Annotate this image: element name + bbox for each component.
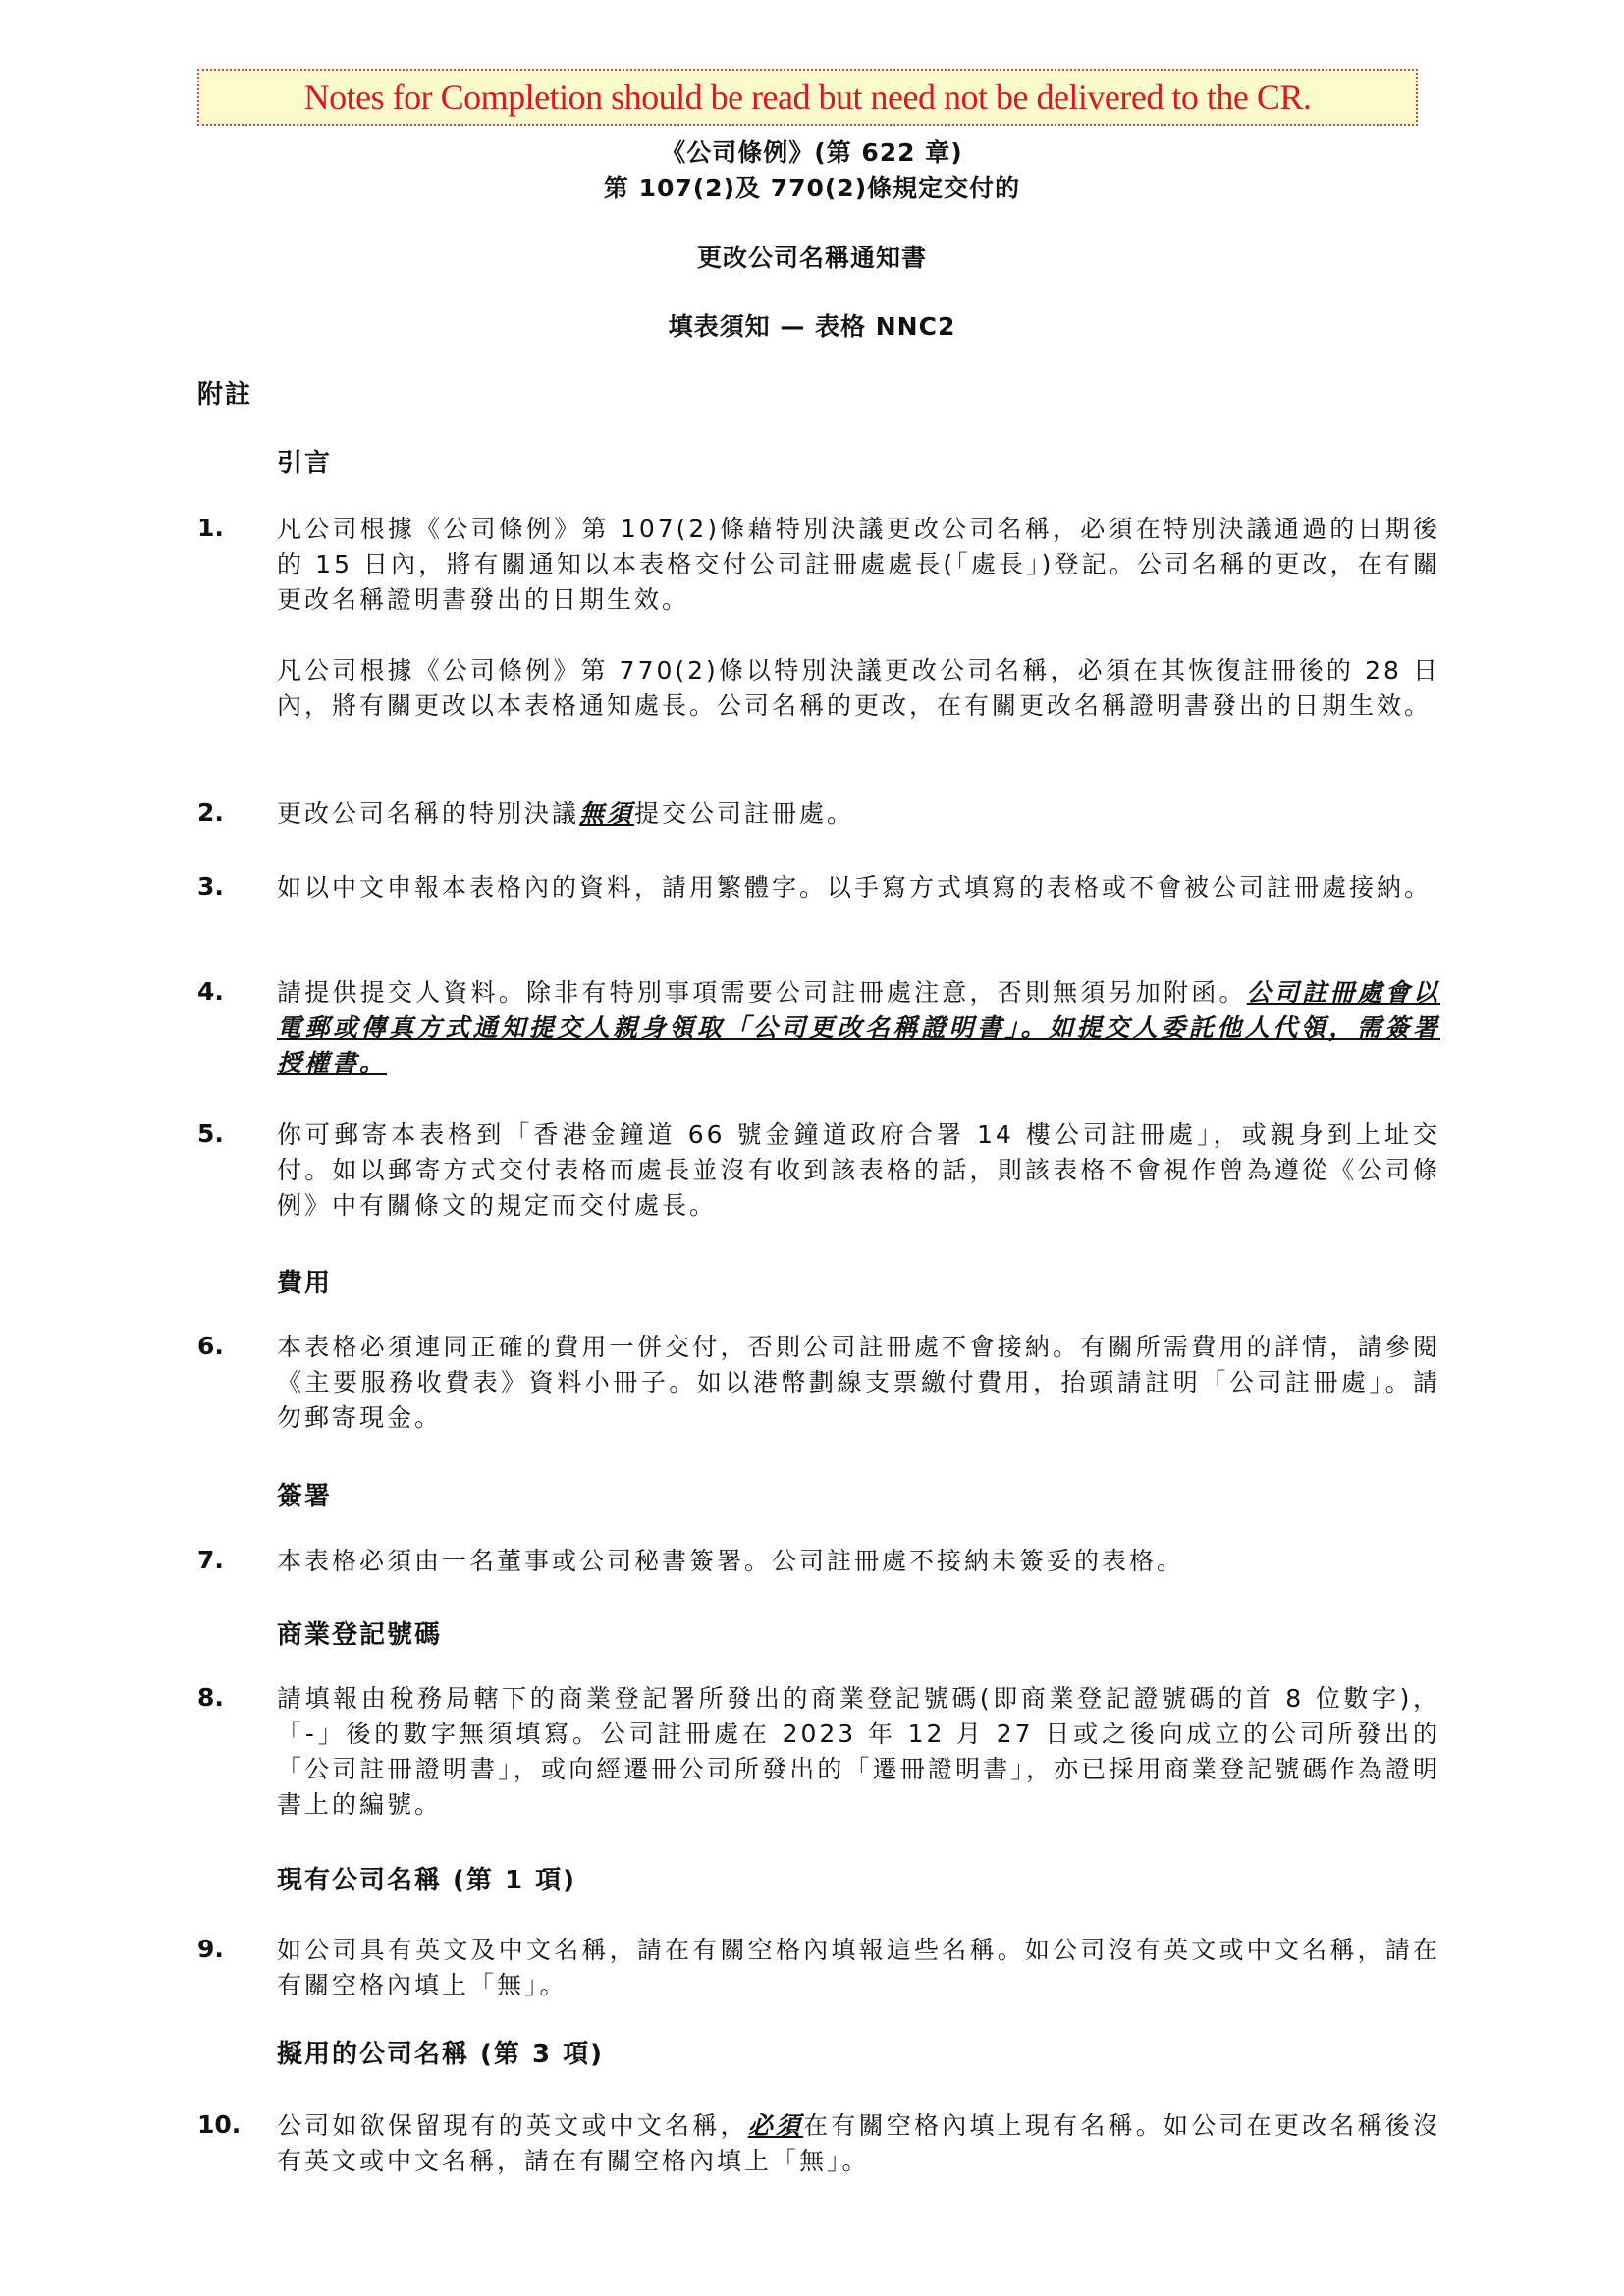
section-heading-existing-name: 現有公司名稱 (第 1 項) (277, 1866, 577, 1895)
text-span: 提交公司註冊處。 (634, 799, 855, 828)
item-number: 8. (197, 1683, 224, 1712)
note-paragraph: 如以中文申報本表格內的資料，請用繁體字。以手寫方式填寫的表格或不會被公司註冊處接納。 (277, 873, 1433, 902)
item-number: 4. (197, 977, 224, 1006)
text-span: 請提供提交人資料。除非有特別事項需要公司註冊處注意，否則無須另加附函。 (277, 978, 1247, 1007)
note-paragraph (277, 2108, 1440, 2179)
emphasis-text: 公司註冊處會以電郵或傳真方式通知提交人親身領取「公司更改名稱證明書」。如提交人委託他人代領，需簽署授權書。 (277, 978, 1440, 1077)
item-number: 5. (197, 1120, 224, 1148)
item-number: 10. (197, 2110, 242, 2139)
note-paragraph: 本表格必須由一名董事或公司秘書簽署。公司註冊處不接納未簽妥的表格。 (277, 1547, 1185, 1575)
form-name: 更改公司名稱通知書 (696, 244, 927, 272)
notes-heading: 附註 (197, 380, 253, 410)
note-paragraph (277, 796, 1440, 832)
section-heading-intro: 引言 (277, 449, 333, 478)
section-heading-proposed-name: 擬用的公司名稱 (第 3 項) (277, 2040, 605, 2069)
emphasis-text: 無須 (579, 799, 635, 828)
note-paragraph: 請填報由稅務局轄下的商業登記署所發出的商業登記號碼(即商業登記證號碼的首 8 位數字)，「-」後的數字無須填寫。公司註冊處在 2023 年 12 月 27 日或之後向成立的公司所發出的「公司註冊證明書」，或向經遷冊公司所發出的「遷冊證明書」，亦已採用商業登記號碼作為證明書上的編號。 (277, 1684, 1440, 1819)
note-paragraph: 如公司具有英文及中文名稱，請在有關空格內填報這些名稱。如公司沒有英文或中文名稱，請在有關空格內填上「無」。 (277, 1936, 1440, 1999)
emphasis-text: 必須 (747, 2111, 804, 2140)
item-number: 1. (197, 514, 224, 542)
item-number: 9. (197, 1935, 224, 1963)
text-span: 公司如欲保留現有的英文或中文名稱， (277, 2111, 748, 2140)
note-paragraph: 你可郵寄本表格到「香港金鐘道 66 號金鐘道政府合署 14 樓公司註冊處」，或親身到上址交付。如以郵寄方式交付表格而處長並沒有收到該表格的話，則該表格不會視作曾為遵從《公司條例》中有關條文的規定而交付處長。 (277, 1121, 1440, 1220)
section-heading-brn: 商業登記號碼 (277, 1620, 443, 1650)
note-paragraph: 凡公司根據《公司條例》第 107(2)條藉特別決議更改公司名稱，必須在特別決議通過的日期後的 15 日內，將有關通知以本表格交付公司註冊處處長(「處長」)登記。公司名稱的更改，在有關更改名稱證明書發出的日期生效。 (277, 515, 1440, 614)
item-number: 7. (197, 1546, 224, 1574)
banner-text: Notes for Completion should be read but need not be delivered to the CR. (303, 78, 1312, 117)
section-heading-signing: 簽署 (277, 1482, 333, 1511)
form-code-heading: 填表須知 — 表格 NNC2 (668, 312, 956, 341)
note-paragraph: 本表格必須連同正確的費用一併交付，否則公司註冊處不會接納。有關所需費用的詳情，請參閱《主要服務收費表》資料小冊子。如以港幣劃線支票繳付費用，抬頭請註明「公司註冊處」。請勿郵寄現金。 (277, 1333, 1440, 1432)
ordinance-title: 《公司條例》(第 622 章) (661, 138, 963, 167)
completion-notice-banner (197, 69, 1418, 126)
text-span: 在有關空格內填上現有名稱。如公司在更改名稱後沒有英文或中文名稱，請在有關空格內填上「無」。 (277, 2111, 1440, 2175)
item-number: 6. (197, 1332, 224, 1360)
section-heading-fees: 費用 (277, 1269, 333, 1298)
item-number: 2. (197, 798, 224, 827)
section-reference: 第 107(2)及 770(2)條規定交付的 (603, 174, 1021, 202)
note-paragraph: 凡公司根據《公司條例》第 770(2)條以特別決議更改公司名稱，必須在其恢復註冊後的 28 日內，將有關更改以本表格通知處長。公司名稱的更改，在有關更改名稱證明書發出的日期生效。 (277, 656, 1440, 720)
text-span: 更改公司名稱的特別決議 (277, 799, 580, 828)
item-number: 3. (197, 872, 224, 901)
note-paragraph (277, 975, 1440, 1081)
